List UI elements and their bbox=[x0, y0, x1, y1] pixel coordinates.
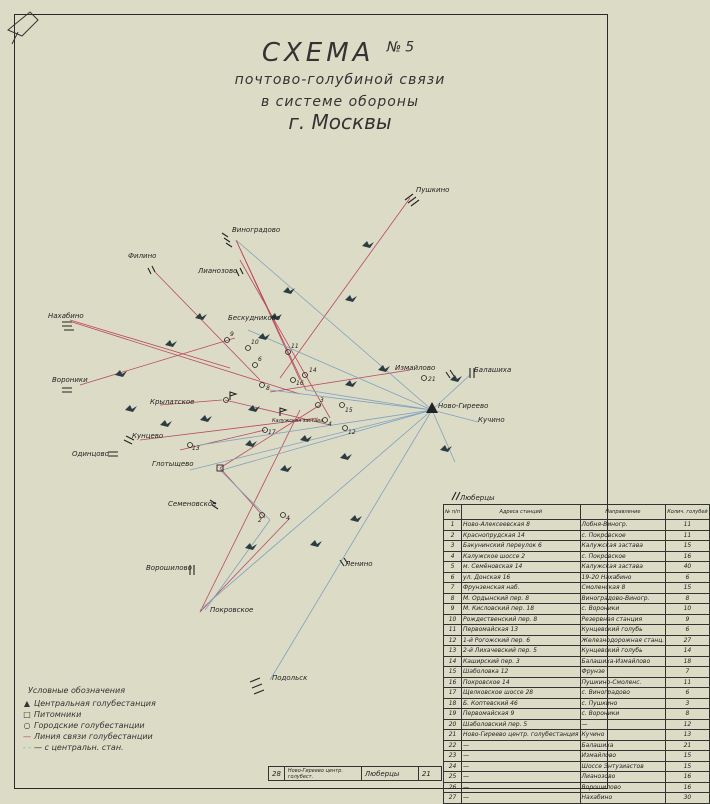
row-num: 7 bbox=[444, 583, 462, 594]
row-address: — bbox=[462, 793, 581, 804]
red-line-icon: — bbox=[23, 732, 31, 741]
table-row bbox=[444, 593, 710, 604]
svg-text:6: 6 bbox=[258, 356, 262, 363]
label-kuntsevo: Кунцево bbox=[132, 432, 164, 440]
legend-title: Условные обозначения bbox=[28, 686, 126, 695]
svg-text:11: 11 bbox=[291, 343, 299, 350]
label-lianozovo: Лианозово bbox=[198, 267, 238, 275]
label-vinogradovo: Виноградово bbox=[232, 226, 281, 234]
row-num: 14 bbox=[444, 656, 462, 667]
legend bbox=[20, 686, 156, 753]
svg-text:2: 2 bbox=[258, 517, 262, 524]
row-num: 27 bbox=[444, 793, 462, 804]
label-podolsk: Подольск bbox=[272, 674, 308, 682]
table-row bbox=[444, 541, 710, 552]
table-header-row bbox=[444, 505, 710, 520]
table-row bbox=[444, 572, 710, 583]
row-direction: Балашиха-Измайлово bbox=[580, 656, 666, 667]
label-voroshilovo: Ворошилово bbox=[146, 564, 192, 572]
table-row bbox=[444, 562, 710, 573]
row-address: 2-й Лихачевский пер. 5 bbox=[462, 646, 581, 657]
svg-text:21: 21 bbox=[428, 376, 436, 383]
legend-item: ▲ Центральная голубестанция bbox=[20, 698, 156, 709]
legend-item: ○ Городские голубестанции bbox=[20, 720, 156, 731]
row-num: 15 bbox=[444, 667, 462, 678]
row-num: 13 bbox=[444, 646, 462, 657]
title-line-4: г. Москвы bbox=[288, 110, 392, 134]
row-address: Калужское шоссе 2 bbox=[462, 551, 581, 562]
table-row bbox=[444, 583, 710, 594]
town-markers bbox=[62, 194, 474, 694]
row-num: 22 bbox=[444, 740, 462, 751]
row-num: 17 bbox=[444, 688, 462, 699]
row-count: 15 bbox=[666, 583, 709, 594]
nursery-icon: □ bbox=[23, 710, 31, 719]
row-num: 10 bbox=[444, 614, 462, 625]
table-row bbox=[444, 646, 710, 657]
row-num: 26 bbox=[444, 782, 462, 793]
row-count: 6 bbox=[666, 688, 709, 699]
table-row bbox=[444, 614, 710, 625]
table-row bbox=[444, 667, 710, 678]
svg-text:10: 10 bbox=[251, 339, 259, 346]
row-address: — bbox=[462, 751, 581, 762]
svg-text:14: 14 bbox=[309, 367, 317, 374]
label-beskudnikovo: Бескудниково bbox=[228, 314, 281, 322]
row-address: — bbox=[462, 782, 581, 793]
row-num: 8 bbox=[444, 593, 462, 604]
central-station-icon bbox=[426, 402, 438, 413]
row-count: 30 bbox=[666, 793, 709, 804]
row-direction: с. Покровское bbox=[580, 551, 666, 562]
label-filino: Филино bbox=[128, 252, 157, 260]
row-count: 8 bbox=[666, 709, 709, 720]
bottom-row-box bbox=[268, 766, 442, 781]
bottom-address: Ново-Гиреево центр. голубест. bbox=[285, 767, 362, 780]
row-count: 10 bbox=[666, 604, 709, 615]
table-row bbox=[444, 656, 710, 667]
svg-text:3: 3 bbox=[320, 397, 324, 404]
row-num: 2 bbox=[444, 530, 462, 541]
row-address: Фрунзенская наб. bbox=[462, 583, 581, 594]
row-address: м. Семёновская 14 bbox=[462, 562, 581, 573]
row-address: Каширский пер. 3 bbox=[462, 656, 581, 667]
legend-item: — Линия связи голубестанции bbox=[20, 731, 156, 742]
row-count: 6 bbox=[666, 572, 709, 583]
row-direction: с. Вороники bbox=[580, 604, 666, 615]
row-num: 9 bbox=[444, 604, 462, 615]
svg-text:4: 4 bbox=[328, 421, 332, 428]
row-direction: 19-20 Нахабино bbox=[580, 572, 666, 583]
row-num: 18 bbox=[444, 698, 462, 709]
row-direction: с. Вороники bbox=[580, 709, 666, 720]
stations-table bbox=[443, 504, 710, 804]
row-direction: Виноградово-Виногр. bbox=[580, 593, 666, 604]
row-count: 11 bbox=[666, 677, 709, 688]
row-count: 3 bbox=[666, 698, 709, 709]
row-direction: Кучино bbox=[580, 730, 666, 741]
label-pokrovskoe: Покровское bbox=[210, 606, 254, 614]
row-count: 6 bbox=[666, 625, 709, 636]
label-odintsovo: Одинцово bbox=[72, 450, 109, 458]
row-direction: Балашиха bbox=[580, 740, 666, 751]
row-count: 11 bbox=[666, 530, 709, 541]
row-address: М. Ордынский пер. 8 bbox=[462, 593, 581, 604]
label-krylatskoe: Крылатское bbox=[150, 398, 195, 406]
row-count: 18 bbox=[666, 656, 709, 667]
svg-text:16: 16 bbox=[296, 380, 304, 387]
city-stations bbox=[188, 338, 427, 518]
row-num: 6 bbox=[444, 572, 462, 583]
svg-text:17: 17 bbox=[268, 429, 276, 436]
row-num: 16 bbox=[444, 677, 462, 688]
label-novo-gireevo: Ново-Гиреево bbox=[438, 402, 489, 410]
table-row bbox=[444, 551, 710, 562]
svg-text:4: 4 bbox=[286, 515, 290, 522]
row-count: 16 bbox=[666, 782, 709, 793]
row-num: 4 bbox=[444, 551, 462, 562]
table-row bbox=[444, 709, 710, 720]
row-direction: Резервная станция bbox=[580, 614, 666, 625]
row-count: 7 bbox=[666, 667, 709, 678]
row-address: ул. Донская 16 bbox=[462, 572, 581, 583]
row-num: 21 bbox=[444, 730, 462, 741]
row-count: 12 bbox=[666, 719, 709, 730]
header-address: Адреса станций bbox=[462, 505, 581, 520]
table-row bbox=[444, 793, 710, 804]
row-address: Ново-Гиреево центр. голубестанция bbox=[463, 731, 579, 739]
table-row bbox=[444, 772, 710, 783]
title-scheme: СХЕМА $^{№5}$ bbox=[261, 38, 419, 68]
row-address: Ново-Алексеевская 8 bbox=[462, 520, 581, 531]
row-address: Первомайская 13 bbox=[462, 625, 581, 636]
svg-text:8: 8 bbox=[266, 385, 270, 392]
row-direction: Калужская застава bbox=[580, 541, 666, 552]
label-kaluzhskaya: Калужская застава bbox=[272, 418, 324, 424]
row-address: 1-й Рогожский пер. 6 bbox=[462, 635, 581, 646]
header-count: Колич. голубей bbox=[666, 505, 709, 520]
row-count: 9 bbox=[666, 614, 709, 625]
label-kuchino: Кучино bbox=[478, 416, 505, 424]
red-link-lines bbox=[70, 198, 410, 612]
bottom-direction: Люберцы bbox=[362, 767, 419, 780]
row-count: 16 bbox=[666, 551, 709, 562]
city-station-icon: ○ bbox=[23, 721, 31, 730]
row-count: 16 bbox=[666, 772, 709, 783]
row-count: 15 bbox=[666, 761, 709, 772]
label-semenovskoe: Семеновское bbox=[168, 500, 217, 508]
bottom-num: 28 bbox=[269, 767, 285, 780]
label-glotyshchevo: Глотыщево bbox=[152, 460, 194, 468]
svg-text:9: 9 bbox=[230, 331, 234, 338]
row-count: 15 bbox=[666, 751, 709, 762]
row-count: 13 bbox=[666, 730, 709, 741]
table-row bbox=[444, 635, 710, 646]
row-direction: Смоленская 8 bbox=[580, 583, 666, 594]
row-direction: Пушкино-Смоленс. bbox=[580, 677, 666, 688]
row-num: 23 bbox=[444, 751, 462, 762]
row-address: М. Кисловский пер. 18 bbox=[462, 604, 581, 615]
legend-item: □ Питомники bbox=[20, 709, 156, 720]
title-line-3: в системе обороны bbox=[260, 94, 419, 110]
svg-text:15: 15 bbox=[345, 407, 353, 414]
row-num: 3 bbox=[444, 541, 462, 552]
title-line-2: почтово-голубиной связи bbox=[234, 72, 446, 88]
row-address: Покровское 14 bbox=[462, 677, 581, 688]
label-balashikha: Балашиха bbox=[474, 366, 512, 374]
row-direction: Шоссе Энтузиастов bbox=[580, 761, 666, 772]
row-address: Рождественский пер. 8 bbox=[462, 614, 581, 625]
row-address: — bbox=[462, 740, 581, 751]
row-num: 20 bbox=[444, 719, 462, 730]
table-row bbox=[444, 740, 710, 751]
row-num: 1 bbox=[444, 520, 462, 531]
row-address: Б. Коптевский 46 bbox=[462, 698, 581, 709]
table-row bbox=[444, 604, 710, 615]
table-row bbox=[444, 719, 710, 730]
row-num: 11 bbox=[444, 625, 462, 636]
table-row bbox=[444, 677, 710, 688]
row-count: 21 bbox=[666, 740, 709, 751]
table-row bbox=[444, 761, 710, 772]
row-address: Бакунинский переулок 6 bbox=[462, 541, 581, 552]
row-direction: — bbox=[580, 719, 666, 730]
table-row bbox=[444, 782, 710, 793]
central-station-icon: ▲ bbox=[23, 699, 31, 708]
row-address: Шаболовский пер. 5 bbox=[462, 719, 581, 730]
row-direction: Кунцевский голубь bbox=[580, 646, 666, 657]
row-address: — bbox=[462, 761, 581, 772]
stations-table-body bbox=[444, 520, 710, 804]
row-direction: Калужская застава bbox=[580, 562, 666, 573]
row-direction: Железнодорожная станц. bbox=[581, 636, 665, 644]
row-direction: с. Пушкино bbox=[580, 698, 666, 709]
row-direction: Измайлово bbox=[580, 751, 666, 762]
label-voroniki: Вороники bbox=[52, 376, 88, 384]
svg-text:12: 12 bbox=[348, 429, 356, 436]
row-direction: Кунцевский голубь bbox=[580, 625, 666, 636]
row-num: 25 bbox=[444, 772, 462, 783]
table-row bbox=[444, 688, 710, 699]
row-address: — bbox=[462, 772, 581, 783]
row-count: 40 bbox=[666, 562, 709, 573]
header-direction: Направление bbox=[580, 505, 666, 520]
blue-line-icon: - - bbox=[22, 743, 32, 752]
row-direction: с. Покровское bbox=[580, 530, 666, 541]
label-pushkino: Пушкино bbox=[416, 186, 450, 194]
row-num: 19 bbox=[444, 709, 462, 720]
label-nakhabino: Нахабино bbox=[48, 312, 84, 320]
label-lubertsy: Люберцы bbox=[460, 494, 495, 502]
row-address: Первомайская 9 bbox=[462, 709, 581, 720]
label-izmailovo: Измайлово bbox=[395, 364, 436, 372]
row-count: 15 bbox=[666, 541, 709, 552]
row-count: 11 bbox=[666, 520, 709, 531]
row-address: Шаболовка 12 bbox=[462, 667, 581, 678]
row-direction: Ворошилово bbox=[580, 782, 666, 793]
table-row bbox=[444, 520, 710, 531]
row-direction: с. Виноградово bbox=[580, 688, 666, 699]
legend-item: - - — с центральн. стан. bbox=[20, 742, 156, 753]
row-direction: Лианозово bbox=[580, 772, 666, 783]
row-direction: Фрунзе bbox=[580, 667, 666, 678]
table-row bbox=[444, 730, 710, 741]
corner-pigeon-icon bbox=[8, 12, 38, 44]
row-address: Щелковское шоссе 28 bbox=[462, 688, 581, 699]
table-row bbox=[444, 625, 710, 636]
table-row bbox=[444, 751, 710, 762]
table-row bbox=[444, 698, 710, 709]
row-direction: Нахабино bbox=[580, 793, 666, 804]
header-num: № п/п bbox=[444, 505, 462, 520]
row-num: 12 bbox=[444, 635, 462, 646]
label-lenino: Ленино bbox=[345, 560, 373, 568]
row-count: 14 bbox=[666, 646, 709, 657]
row-count: 27 bbox=[666, 635, 709, 646]
bottom-count: 21 bbox=[421, 769, 431, 778]
place-labels bbox=[48, 186, 511, 682]
row-count: 8 bbox=[666, 593, 709, 604]
row-direction: Лобня-Виногр. bbox=[580, 520, 666, 531]
row-address: Краснопрудская 14 bbox=[462, 530, 581, 541]
row-num: 5 bbox=[444, 562, 462, 573]
svg-text:13: 13 bbox=[192, 445, 200, 452]
row-num: 24 bbox=[444, 761, 462, 772]
table-row bbox=[444, 530, 710, 541]
